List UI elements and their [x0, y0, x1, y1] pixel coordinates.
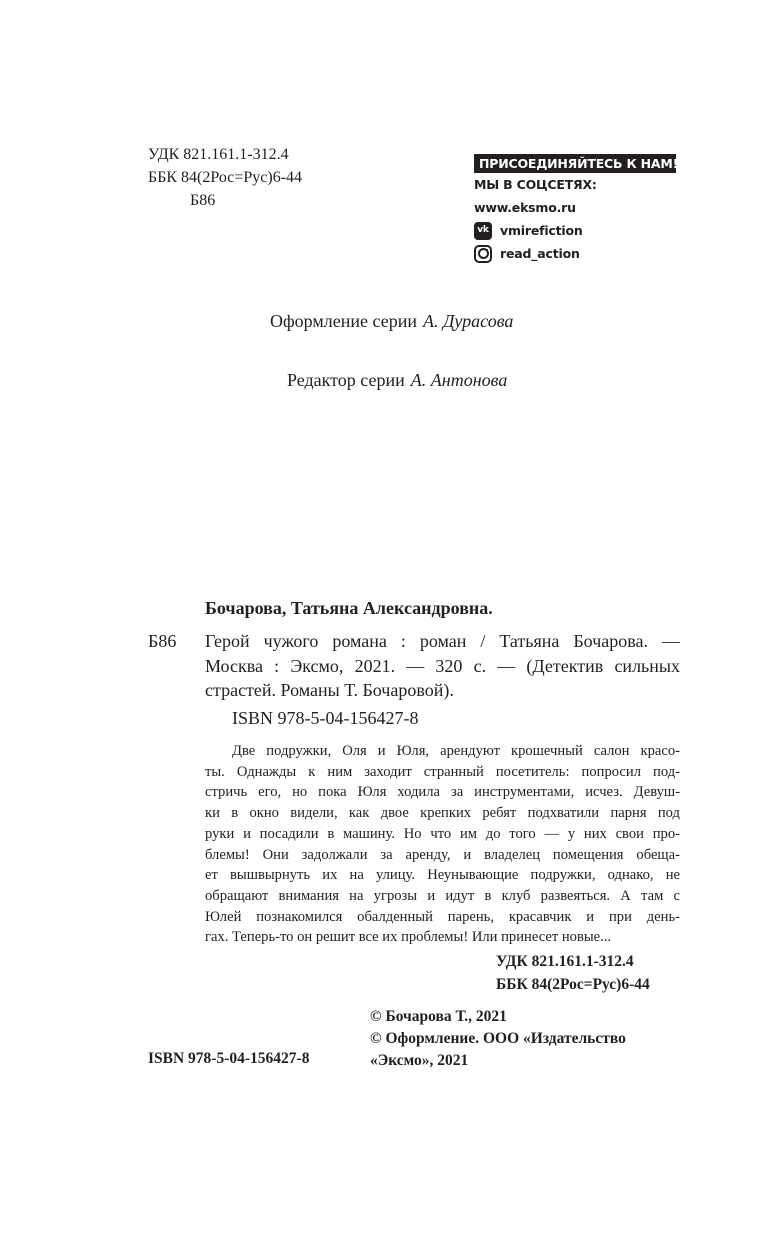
copyright-publisher: «Эксмо», 2021	[370, 1052, 469, 1069]
bbk-code: ББК 84(2Рос=Рус)6-44	[148, 169, 303, 186]
instagram-handle: read_action	[500, 246, 580, 261]
vk-link[interactable]	[474, 219, 676, 242]
text-line: Герой чужого романа : роман / Татьяна Бочарова. —	[205, 631, 680, 651]
design-label: Оформление серии	[270, 311, 417, 331]
text-line: ки в окно видели, как двое крепких ребят подхватили парня под	[205, 805, 680, 822]
record-isbn: ISBN 978-5-04-156427-8	[232, 708, 419, 728]
join-banner: ПРИСОЕДИНЯЙТЕСЬ К НАМ!	[474, 154, 676, 173]
editor-name: А. Антонова	[410, 370, 508, 390]
copyright-author: © Бочарова Т., 2021	[370, 1008, 507, 1025]
classification-block	[148, 143, 302, 212]
copyright-design: © Оформление. ООО «Издательство	[370, 1030, 626, 1047]
text-line: Юлей познакомился обалденный парень, красавчик и при день-	[205, 908, 680, 925]
series-editor-credit	[287, 370, 507, 391]
series-design-credit	[270, 311, 513, 332]
text-line: Москва : Эксмо, 2021. — 320 с. — (Детектив сильных	[205, 655, 680, 676]
instagram-link[interactable]	[474, 242, 676, 265]
text-line: блемы! Они задолжали за аренду, и владелец помещения обеща-	[205, 846, 680, 863]
text-line: страстей. Романы Т. Бочаровой).	[205, 680, 454, 700]
bibliographic-description	[205, 629, 680, 703]
social-subtitle: МЫ В СОЦСЕТЯХ:	[474, 177, 597, 192]
isbn-footer: ISBN 978-5-04-156427-8	[148, 1050, 310, 1067]
vk-handle: vmirefiction	[500, 223, 583, 238]
text-line: стричь его, но пока Юля ходила за инструментами, исчез. Девуш-	[205, 784, 680, 801]
website-link[interactable]: www.eksmo.ru	[474, 200, 576, 215]
text-line: Две подружки, Оля и Юля, арендуют крошечный салон красо-	[232, 743, 680, 759]
copyright-block	[370, 1006, 626, 1072]
vk-icon: vk	[474, 222, 492, 240]
record-classification	[496, 950, 650, 996]
author-mark: Б86	[190, 192, 216, 209]
text-line: обращают внимания на угрозы и идут в клуб развеяться. А там с	[205, 887, 680, 904]
editor-label: Редактор серии	[287, 370, 405, 390]
record-bbk: ББК 84(2Рос=Рус)6-44	[496, 976, 650, 993]
social-block	[474, 154, 679, 265]
record-author: Бочарова, Татьяна Александровна.	[205, 598, 493, 618]
design-name: А. Дурасова	[422, 311, 514, 331]
book-summary	[205, 741, 680, 948]
text-line: ет вышвырнуть их на улицу. Неунывающие подружки, однако, не	[205, 867, 680, 884]
text-line: руки и посадили в машину. Но что им до того — у них свои про-	[205, 825, 680, 842]
text-line: гах. Теперь-то он решит все их проблемы! Или принесет новые...	[205, 929, 612, 946]
record-mark: Б86	[148, 631, 177, 651]
instagram-icon	[474, 245, 492, 263]
text-line: ты. Однажды к ним заходит странный посетитель: попросил под-	[205, 763, 680, 780]
udk-code: УДК 821.161.1-312.4	[148, 146, 289, 163]
record-udk: УДК 821.161.1-312.4	[496, 953, 634, 970]
